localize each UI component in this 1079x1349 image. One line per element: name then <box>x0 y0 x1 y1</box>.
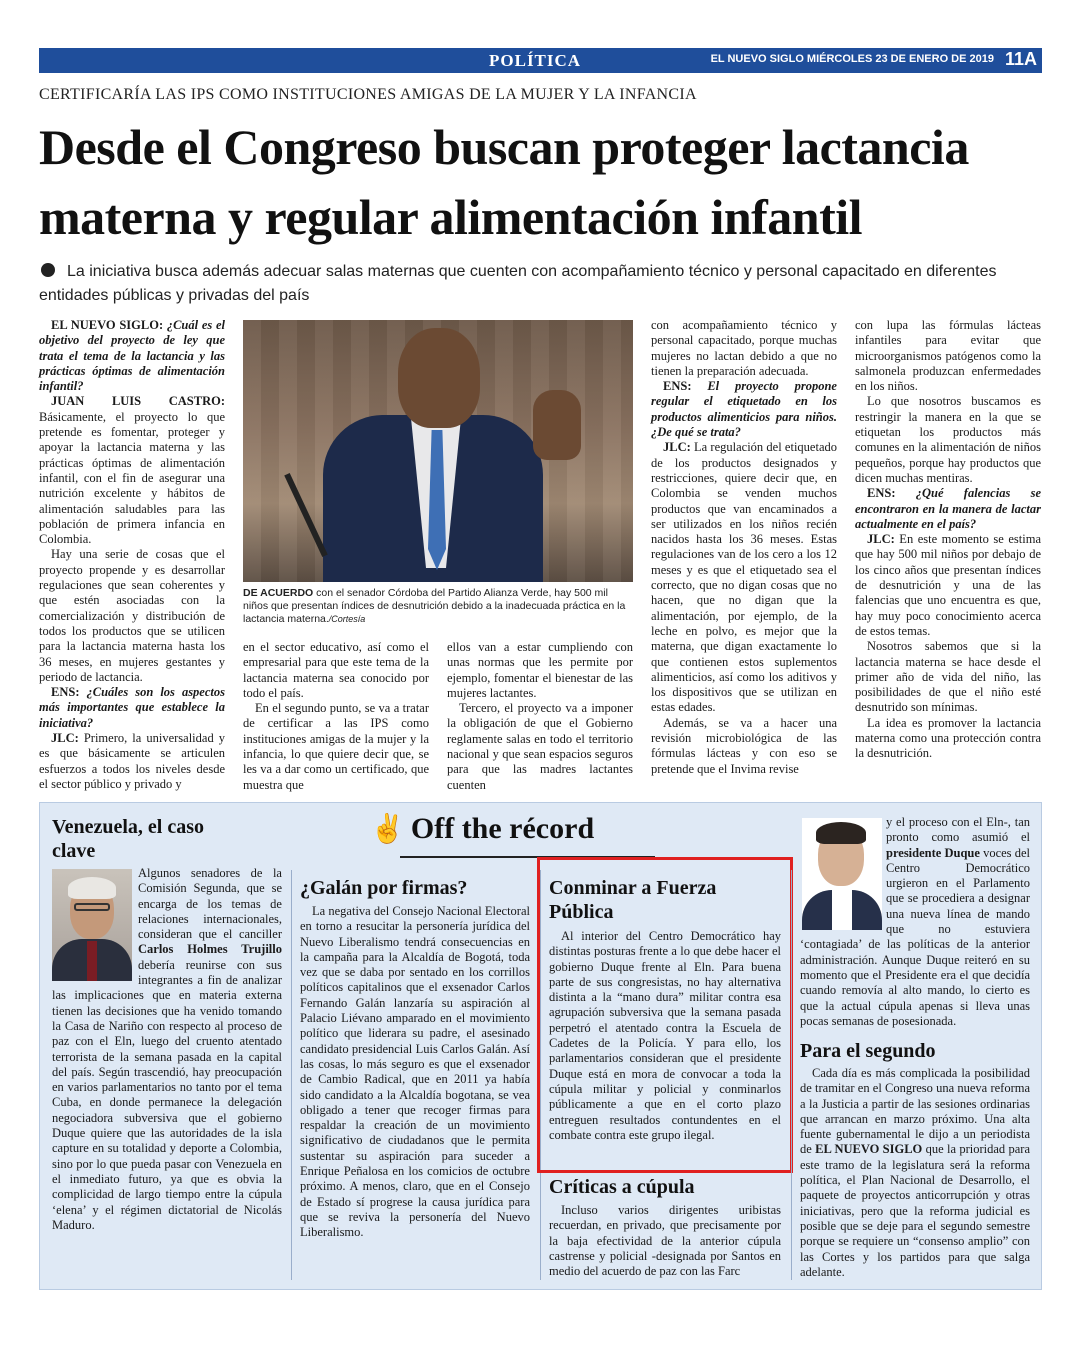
article-column-4 <box>651 318 837 777</box>
article-headline: Desde el Congreso buscan proteger lactancia materna y regular alimentación infantil <box>39 119 969 245</box>
highlight-frame <box>537 857 793 1173</box>
subhead-text: La iniciativa busca además adecuar salas maternas que cuenten con acompañamiento técnico y personal capacitado en diferentes entidades públicas y privadas del país <box>39 263 997 304</box>
paragraph: La idea es promover la lactancia materna como una protección contra la desnutrición. <box>855 715 1041 761</box>
paragraph: con lupa las fórmulas lácteas infantiles para evitar que microorganismos patógenos como la salmonela produzcan enfermedades en los niños. <box>855 318 1041 394</box>
paragraph: Tercero, el proyecto va a imponer la obligación de que el Gobierno reglamente salas en todo el territorio nacional y que sean espacios seguros para que las madres lactantes cuenten <box>447 701 633 792</box>
paragraph: Hay una serie de cosas que el proyecto propende y es desarrollar regulaciones que sean coherentes y que estén asociadas con la comercialización y distribución de todos los productos que se utilicen para la lactancia materna hasta los 36 meses, en mujeres gestantes y periodo de lactancia. <box>39 547 225 684</box>
article-column-2 <box>243 640 429 793</box>
question: ENS: ¿Cuáles son los aspectos más importantes que establece la iniciativa? <box>39 685 225 730</box>
criticas-heading: Críticas a cúpula <box>549 1176 695 1198</box>
page-number: 11A <box>1004 49 1037 69</box>
question: EL NUEVO SIGLO: ¿Cuál es el objetivo del proyecto de ley que trata el tema de la lactancia y las prácticas óptimas de alimentación infantil? <box>39 318 225 394</box>
answer: JLC: La regulación del etiquetado de los productos designados y restricciones, quiere decir que, en Colombia se venden muchos productos que van encaminados a ser utilizados en los niños recién nacidos hasta los 36 meses. Estas regulaciones van de los cero a los 12 meses y es que el etiquetado sea el correcto, que no digan cosas que no hacen, que no digan que la alimentación, por ejemplo, de la leche en polvo, es mejor que la materna, que digan exactamente lo que contienen estos suplementos alimenticios, así como los aditivos y los dispositivos que se utilizan en estas edades. <box>651 440 837 715</box>
off-the-record-title: ✌ Off the récord <box>370 812 595 845</box>
article-photo <box>243 320 633 582</box>
article-subhead <box>39 260 1049 308</box>
photo-caption: DE ACUERDO con el senador Córdoba del Partido Alianza Verde, hay 500 mil niños que presentan índices de desnutrición debido a la inadecuada práctica en la lactancia materna./Cortesía <box>243 587 626 625</box>
criticas-text: Incluso varios dirigentes uribistas recuerdan, en privado, que precisamente por la baja efectividad de la anterior cúpula castrense y policial -designada por Santos en medio del acuerdo de paz con las Farc <box>549 1203 781 1279</box>
venezuela-heading: Venezuela, el caso clave <box>52 816 205 862</box>
section-bar <box>39 48 1042 73</box>
segundo-heading: Para el segundo <box>800 1040 936 1062</box>
duque-text: y el proceso con el Eln-, tan pronto como asumió el presidente Duque voces del Centro Democrático urgieron en el Parlamento que se procediera a designar una nueva línea de mando que no estuviera ‘contagiada’ de las políticas de la anterior administración. Aunque Duque reiteró en su momento que el Presidente era el que decidía cuando removía al alto mando, lo cierto es que la actual cúpula apenas si lleva unas pocas semanas de posesionada. <box>800 815 1030 1028</box>
article-column-3 <box>447 640 633 793</box>
galan-heading: ¿Galán por firmas? <box>300 877 468 899</box>
paragraph: En el segundo punto, se va a tratar de certificar a las IPS como instituciones amigas de la mujer y la infancia, lo que quiere decir que, se les va a dar como un certificado, que muestra que <box>243 701 429 792</box>
venezuela-text: Algunos senadores de la Comisión Segunda, que se encarga de los temas de relaciones internacionales, consideran que el canciller Carlos Holmes Trujillo debería reunirse con sus integrantes a fin de analizar las implicaciones que en materia externa tienen las decisiones que ha venido tomando la Casa de Nariño con respecto al proceso de paz con el Eln, luego del cruento atentado terrorista de la semana pasada en la capital del país. Según trascendió, hay preocupación en varios parlamentarios no tanto por el tema Cuba, en donde permanece la delegación negociadora subversiva que el gobierno Duque quiere que las autoridades de la isla capture en su totalidad y deporte a Colombia, sino por lo que pueda pasar con Venezuela en el inmediato futuro, ya que es obvia la complicidad de largo tiempo entre la cúpula ‘elena’ y el régimen dictatorial de Nicolás Maduro. <box>52 866 282 1232</box>
paper-date: EL NUEVO SIGLO MIÉRCOLES 23 DE ENERO DE 2019 <box>710 53 994 65</box>
conminar-heading: Conminar a Fuerza Pública <box>549 877 717 923</box>
bullet-icon <box>41 263 55 277</box>
paragraph: Lo que nosotros buscamos es restringir la manera en la que se etiquetan los productos más comunes en la alimentación de niños pequeños, porque hay productos que dicen muchas mentiras. <box>855 394 1041 485</box>
answer: JUAN LUIS CASTRO: Básicamente, el proyecto lo que pretende es fomentar, proteger y apoyar la lactancia materna y las prácticas óptimas de alimentación infantil, con el fin de asegurar una nutrición excelente y hábitos de alimentación saludables para las población de primera infancia en Colombia. <box>39 394 225 547</box>
galan-text: La negativa del Consejo Nacional Electoral en torno a resucitar la personería jurídica del Nuevo Liberalismo tendrá consecuencias en la campaña para la Alcaldía de Bogotá, toda vez que se daba por sentado en los corrillos políticos capitalinos que el exsenador Carlos Fernando Galán lanzaría su aspiración al Palacio Liévano amparado en el movimiento político que liderara su padre, el asesinado candidato presidencial Luis Carlos Galán. Así las cosas, lo más seguro es que el exsenador de Cambio Radical, que en 2011 ya había sido candidato a la Alcaldía bogotana, se vea obligado a tener que recoger firmas para respaldar la creación de un movimiento significativo de ciudadanos que le permita sustentar su aspiración para suceder a Enrique Peñalosa en los comicios de octubre próximo. A menos, claro, que en el Consejo de Estado sí progrese la causa jurídica para que se reviva la personería del Nuevo Liberalismo. <box>300 904 530 1240</box>
victory-hand-icon: ✌ <box>370 814 405 845</box>
paragraph: Nosotros sabemos que si la lactancia materna se hace desde el primer año de vida del niño, las posibilidades de que el niño esté desnutrido son mínimas. <box>855 639 1041 715</box>
answer: JLC: En este momento se estima que hay 500 mil niños por debajo de los cinco años que presentan índices de desnutrición y una de las falencias que uno encuentra es que, hay muy poco conocimiento acerca de estos temas. <box>855 532 1041 638</box>
paragraph: con acompañamiento técnico y personal capacitado, porque muchas mujeres no lactan debido a que no tienen la preparación adecuada. <box>651 318 837 378</box>
section-name: POLÍTICA <box>489 51 582 70</box>
article-kicker: CERTIFICARÍA LAS IPS COMO INSTITUCIONES AMIGAS DE LA MUJER Y LA INFANCIA <box>39 86 697 103</box>
segundo-text: Cada día es más complicada la posibilidad de tramitar en el Congreso una nueva reforma a la Justicia a partir de las sesiones ordinarias que arrancan en marzo próximo. Una alta fuente gubernamental le dijo a un periodista de EL NUEVO SIGLO que la prioridad para este tramo de la legislatura será la reforma política, el Plan Nacional de Desarrollo, el paquete de proyectos anticorrupción y otras iniciativas, pero que la reforma judicial es posible que se deje para el segundo semestre porque se requiere un “consenso amplio” con las Cortes y los partidos para que salga adelante. <box>800 1066 1030 1279</box>
answer: JLC: Primero, la universalidad y es que básicamente se articulen esfuerzos a todos los niveles desde el sector público y privado y <box>39 731 225 791</box>
question: ENS: ¿Qué falencias se encontraron en la manera de lactar actualmente en el país? <box>855 486 1041 531</box>
question: ENS: El proyecto propone regular el etiquetado en los productos alimenticios para niños. ¿De qué se trata? <box>651 379 837 440</box>
column-divider <box>291 870 292 1280</box>
article-column-5 <box>855 318 1041 762</box>
conminar-text: Al interior del Centro Democrático hay distintas posturas frente a lo que debe hacer el gobierno Duque frente al Eln. Para buena parte de sus congresistas, no hay alternativa distinta a la “mano dura” militar contra esa agrupación subversiva que la semana pasada perpetró el atentado contra la Escuela de Cadetes de la Policía. Y para ello, los parlamentarios consideran que el presidente Duque está en mora de convocar a toda la cúpula militar y policial y conminarlos públicamente a que en el corto plazo entreguen resultados contundentes en el combate contra este grupo ilegal. <box>549 929 781 1142</box>
paragraph: Además, se va a hacer una revisión microbiológica de las fórmulas lácteas y con eso se pretende que el Invima revise <box>651 715 837 776</box>
paragraph: en el sector educativo, así como el empresarial para que este tema de la lactancia materna sea conocido por todo el país. <box>243 640 429 700</box>
column-divider <box>791 870 792 1280</box>
paragraph: ellos van a estar cumpliendo con unas normas que les permite por ejemplo, fomentar el bienestar de las mujeres lactantes. <box>447 640 633 700</box>
article-column-1 <box>39 318 225 792</box>
